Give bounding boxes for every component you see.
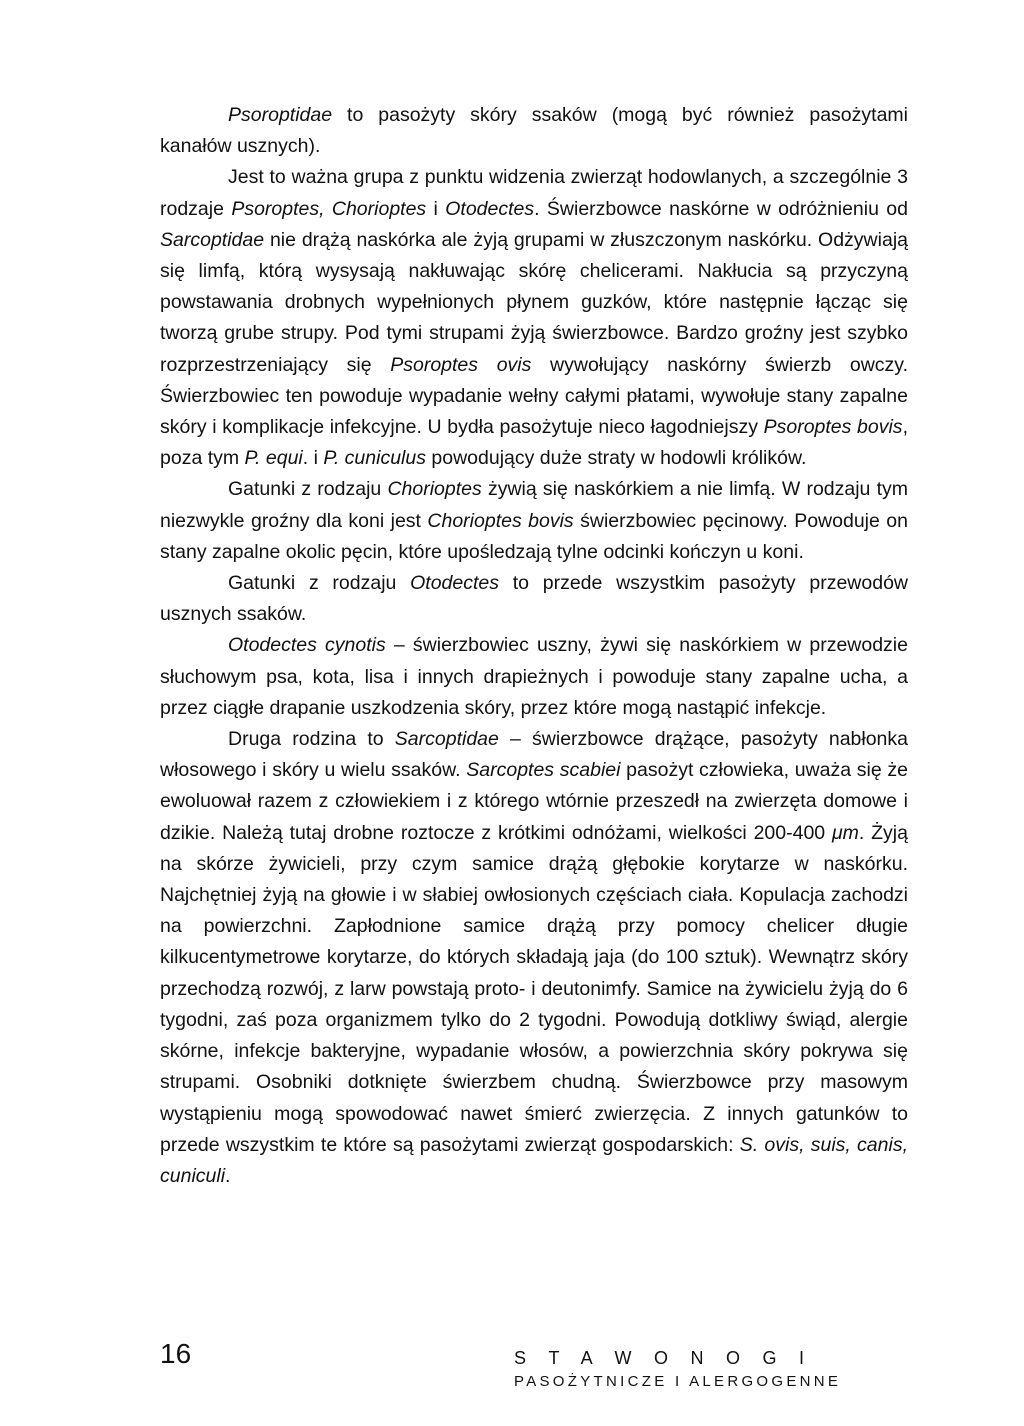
italic-term: Chorioptes bovis (427, 509, 574, 532)
text-run: Gatunki z rodzaju (228, 478, 388, 501)
italic-term: Sarcoptes scabiei (466, 759, 621, 782)
running-title-line-2: PASOŻYTNICZE I ALERGOGENNE (514, 1373, 842, 1390)
italic-term: Chorioptes (387, 478, 482, 501)
page-number: 16 (160, 1338, 192, 1369)
text-run: nie drążą naskórka ale żyją grupami w złuszczonym naskórku. Odżywiają się limfą, którą wysysają nakłuwając skórę chelicerami. Nakłucia są przyczyną powstawania drobnych wypełnionych płynem guzków, które następnie łącząc się tworzą grube strupy. Pod tymi strupami żyją świerzbowce. Bardzo groźny jest szybko rozprzestrzeniający się (160, 228, 908, 376)
italic-term: S. ovis, suis, canis, cuniculi (160, 1133, 908, 1187)
text-run: powodujący duże straty w hodowli królików. (425, 447, 807, 470)
paragraph (160, 474, 908, 568)
italic-term: Otodectes (445, 197, 535, 220)
italic-term: Psoroptes, Chorioptes (231, 197, 427, 220)
text-run: to przede wszystkim pasożyty przewodów usznych ssaków. (160, 572, 908, 626)
paragraph (160, 100, 908, 162)
italic-term: Sarcoptidae (394, 728, 499, 751)
text-run: świerzbowiec pęcinowy. Powoduje on stany zapalne okolic pęcin, które upośledzają tylne odcinki kończyn u koni. (160, 509, 908, 563)
text-run: Druga rodzina to (228, 728, 395, 751)
text-run: – świerzbowce drążące, pasożyty nabłonka włosowego i skóry u wielu ssaków. (160, 728, 908, 782)
italic-term: Psoroptidae (228, 104, 333, 126)
paragraph (160, 162, 908, 474)
paragraph (160, 630, 908, 724)
text-run: to pasożyty skóry ssaków (mogą być również pasożytami kanałów usznych). (160, 104, 908, 158)
text-run: pasożyt człowieka, uważa się że ewoluował razem z człowiekiem i z którego wtórnie przeszedł na zwierzęta domowe i dzikie. Należą tutaj drobne roztocze z krótkimi odnóżami, wielkości 200-400 (160, 759, 908, 844)
running-title-line-1: STAWONOGI (514, 1348, 827, 1368)
text-run: , poza tym (160, 416, 908, 470)
text-run: . Żyją na skórze żywicieli, przy czym samice drążą głębokie korytarze w naskórku. Najchętniej żyją na głowie i w słabiej owłosionych częściach ciała. Kopulacja zachodzi na powierzchni. Zapłodnione samice drążą przy pomocy chelicer długie kilkucentymetrowe korytarze, do których składają jaja (do 100 sztuk). Wewnątrz skóry przechodzą rozwój, z larw powstają proto- i deutonimfy. Samice na żywicielu żyją do 6 tygodni, zaś poza organizmem tylko do 2 tygodni. Powodują dotkliwy świąd, alergie skórne, infekcje bakteryjne, wypadanie włosów, a powierzchnia skóry pokrywa się strupami. Osobniki dotknięte świerzbem chudną. Świerzbowce przy masowym wystąpieniu mogą spowodować nawet śmierć zwierzęcia. Z innych gatunków to przede wszystkim te które są pasożytami zwierząt gospodarskich: (160, 821, 908, 1156)
text-run: . Świerzbowce naskórne w odróżnieniu od (534, 197, 909, 220)
italic-term: P. cuniculus (323, 447, 426, 470)
text-run: . i (302, 447, 324, 470)
italic-term: Psoroptes ovis (390, 353, 532, 376)
paragraph (160, 568, 908, 630)
paragraph (160, 724, 908, 1192)
text-run: wywołujący naskórny świerzb owczy. Świerzbowiec ten powoduje wypadanie wełny całymi płatami, wywołuje stany zapalne skóry i komplikacje infekcyjne. U bydła pasożytuje nieco łagodniejszy (160, 353, 908, 439)
text-run: Gatunki z rodzaju (228, 572, 411, 595)
text-run: . (225, 1164, 231, 1187)
italic-term: Psoroptes bovis (763, 416, 903, 439)
running-title (514, 1346, 894, 1394)
italic-term: P. equi (244, 447, 303, 470)
text-run: Jest to ważna grupa z punktu widzenia zwierząt hodowlanych, a szczególnie 3 rodzaje (160, 166, 908, 220)
italic-term: Otodectes cynotis (228, 634, 386, 657)
page-body (160, 100, 908, 1192)
italic-term: Sarcoptidae (160, 228, 265, 251)
text-run: i (426, 197, 446, 220)
italic-term: μm (831, 821, 859, 844)
text-run: żywią się naskórkiem a nie limfą. W rodzaju tym niezwykle groźny dla koni jest (160, 478, 908, 532)
page-footer (160, 1338, 908, 1398)
italic-term: Otodectes (410, 572, 500, 595)
text-run: – świerzbowiec uszny, żywi się naskórkiem w przewodzie słuchowym psa, kota, lisa i innych drapieżnych i powoduje stany zapalne ucha, a przez ciągłe drapanie uszkodzenia skóry, przez które mogą nastąpić infekcje. (160, 634, 908, 719)
